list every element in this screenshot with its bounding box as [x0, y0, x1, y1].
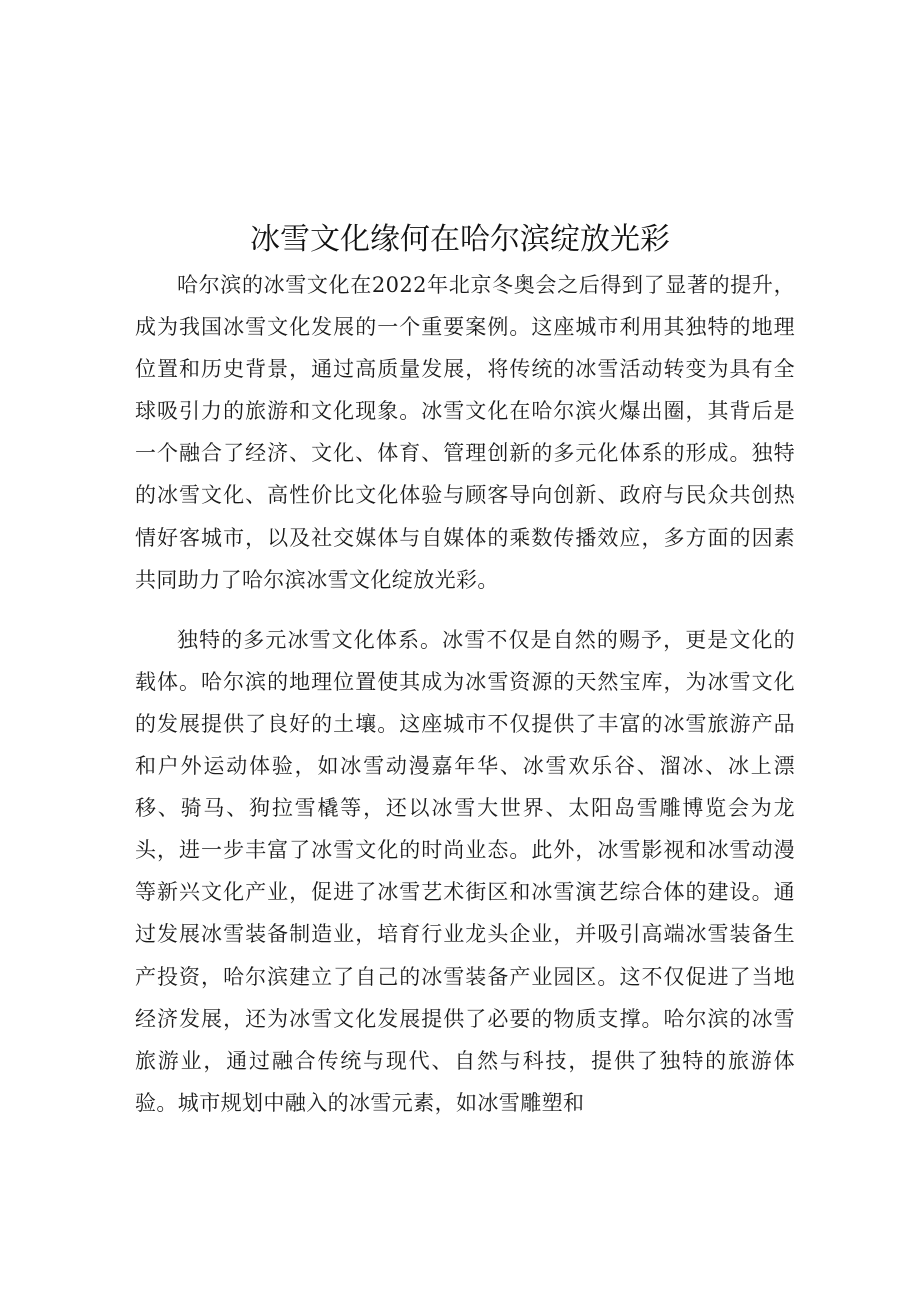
document-title: 冰雪文化缘何在哈尔滨绽放光彩 — [250, 222, 670, 257]
paragraph-intro: 哈尔滨的冰雪文化在2022年北京冬奥会之后得到了显著的提升，成为我国冰雪文化发展的一个重要案例。这座城市利用其独特的地理位置和历史背景，通过高质量发展，将传统的冰雪活动转变为具有全球吸引力的旅游和文化现象。冰雪文化在哈尔滨火爆出圈，其背后是一个融合了经济、文化、体育、管理创新的多元化体系的形成。独特的冰雪文化、高性价比文化体验与顾客导向创新、政府与民众共创热情好客城市，以及社交媒体与自媒体的乘数传播效应，多方面的因素共同助力了哈尔滨冰雪文化绽放光彩。 — [135, 273, 795, 592]
document-body — [135, 264, 795, 1124]
paragraph-culture-system: 独特的多元冰雪文化体系。冰雪不仅是自然的赐予，更是文化的载体。哈尔滨的地理位置使其成为冰雪资源的天然宝库，为冰雪文化的发展提供了良好的土壤。这座城市不仅提供了丰富的冰雪旅游产品和户外运动体验，如冰雪动漫嘉年华、冰雪欢乐谷、溜冰、冰上漂移、骑马、狗拉雪橇等，还以冰雪大世界、太阳岛雪雕博览会为龙头，进一步丰富了冰雪文化的时尚业态。此外，冰雪影视和冰雪动漫等新兴文化产业，促进了冰雪艺术街区和冰雪演艺综合体的建设。通过发展冰雪装备制造业，培育行业龙头企业，并吸引高端冰雪装备生产投资，哈尔滨建立了自己的冰雪装备产业园区。这不仅促进了当地经济发展，还为冰雪文化发展提供了必要的物质支撑。哈尔滨的冰雪旅游业，通过融合传统与现代、自然与科技，提供了独特的旅游体验。城市规划中融入的冰雪元素，如冰雪雕塑和 — [135, 627, 795, 1115]
